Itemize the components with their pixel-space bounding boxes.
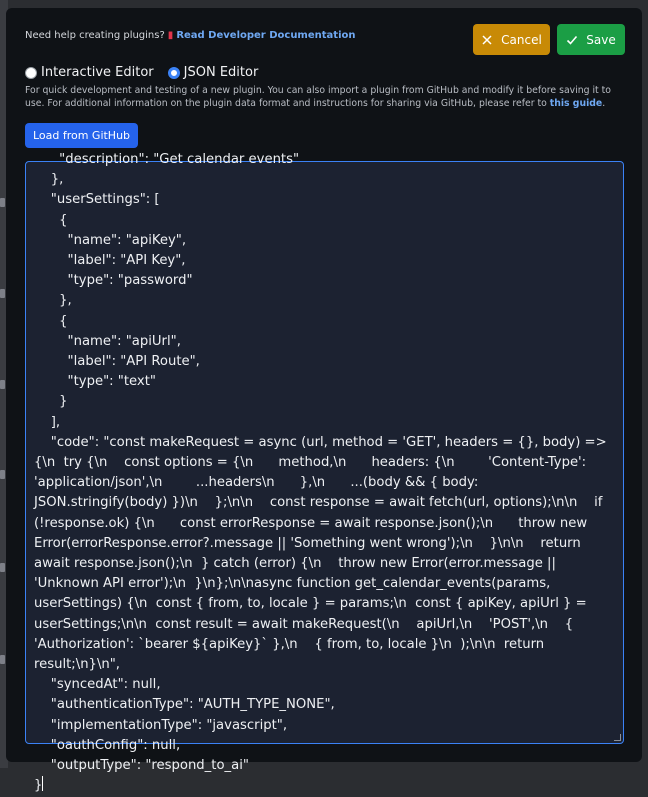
json-code-text[interactable] bbox=[34, 150, 614, 797]
close-icon bbox=[481, 34, 493, 46]
text-caret bbox=[42, 776, 43, 791]
json-editor-label: JSON Editor bbox=[183, 65, 259, 80]
book-icon: ▮ bbox=[167, 30, 174, 41]
resize-grip[interactable] bbox=[614, 734, 621, 741]
developer-docs-link[interactable]: Read Developer Documentation bbox=[176, 30, 356, 41]
interactive-editor-option[interactable] bbox=[25, 65, 154, 80]
json-code-editor[interactable] bbox=[25, 152, 624, 794]
interactive-editor-label: Interactive Editor bbox=[41, 65, 154, 80]
load-from-github-button[interactable]: Load from GitHub bbox=[25, 123, 138, 148]
plugin-editor-modal bbox=[6, 8, 642, 794]
editor-mode-selector bbox=[25, 65, 272, 80]
json-editor-radio[interactable] bbox=[168, 67, 180, 79]
background-app-mark bbox=[0, 655, 5, 664]
background-app-mark bbox=[0, 563, 5, 572]
help-text: Need help creating plugins? bbox=[25, 30, 165, 41]
description-text: For quick development and testing of a new plugin. You can also import a plugin from GitHub and modify it before saving it to use. For additional information on the plugin data format and instructions for sharing via GitHub, please refer to bbox=[25, 85, 611, 109]
json-editor-option[interactable] bbox=[168, 65, 259, 80]
background-app-mark bbox=[0, 198, 5, 207]
editor-description bbox=[25, 84, 625, 110]
save-button[interactable] bbox=[557, 24, 625, 55]
check-icon bbox=[566, 34, 578, 46]
background-app-mark bbox=[0, 470, 5, 479]
json-code-content: "description": "Get calendar events" }, "userSettings": [ { "name": "apiKey", "label": "API Key", "type": "password" }, { "name": "apiUrl", "label": "API Route", "type": "text" } ], "code": "const makeRequest = async (url, method = 'GET', headers = {}, body) => {\n try {\n const options = {\n method,\n headers: {\n 'Content-Type': 'application/json',\n ...headers\n },\n ...(body && { body: JSON.stringify(body) })\n };\n\n const response = await fetch(url, options);\n\n if (!response.ok) {\n const errorResponse = await response.json();\n throw new Error(errorResponse.error?.message || 'Something went wrong');\n }\n\n return await response.json();\n } catch (error) {\n throw new Error(error.message || 'Unknown API error');\n }\n};\n\nasync function get_calendar_events(params, userSettings) {\n const { from, to, locale } = params;\n const { apiKey, apiUrl } = userSettings;\n\n const result = await makeRequest(\n apiUrl,\n 'POST',\n { 'Authorization': `bearer ${apiKey}` },\n { from, to, locale }\n );\n\n return result;\n}\n", "syncedAt": null, "authenticationType": "AUTH_TYPE_NONE", "implementationType": "javascript", "oauthConfig": null, "outputType": "respond_to_ai" } bbox=[34, 152, 607, 794]
interactive-editor-radio[interactable] bbox=[25, 67, 37, 79]
description-end: . bbox=[602, 98, 606, 109]
background-app-mark bbox=[0, 289, 5, 298]
save-label: Save bbox=[586, 32, 616, 47]
cancel-button[interactable] bbox=[473, 24, 550, 55]
background-app-mark bbox=[0, 380, 5, 389]
cancel-label: Cancel bbox=[501, 32, 542, 47]
guide-link[interactable]: this guide bbox=[549, 98, 603, 109]
help-line bbox=[25, 30, 355, 41]
